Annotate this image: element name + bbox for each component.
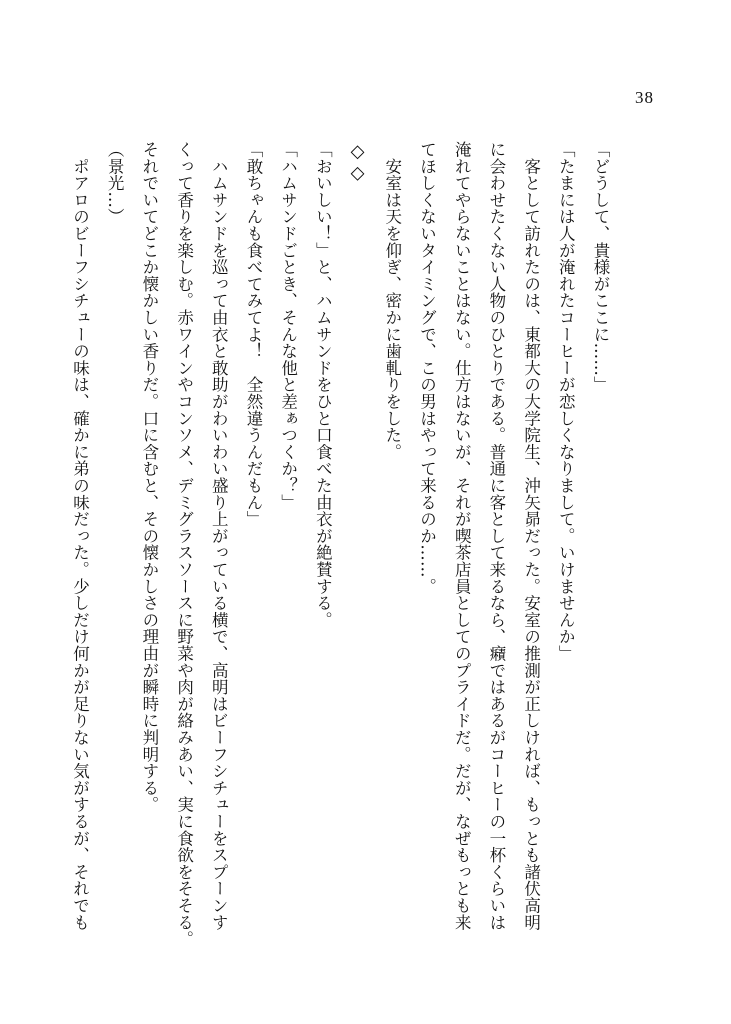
text-line: 「ハムサンドごとき、そんな他と差ぁつくか？」 xyxy=(278,141,298,511)
text-line: 客として訪れたのは、東都大の大学院生、沖矢昴だった。安室の推測が正しければ、もっとも諸伏高明 xyxy=(521,141,541,931)
text-line: ハムサンドを巡って由衣と敢助がわいわい盛り上がっている横で、高明はビーフシチューをスプーンす xyxy=(209,141,229,931)
text-line: くって香りを楽しむ。赤ワインやコンソメ、デミグラスソースに野菜や肉が絡みあい、実に食欲をそそる。 xyxy=(174,141,194,948)
text-line: 「たまには人が淹れたコーヒーが恋しくなりまして。いけませんか」 xyxy=(556,141,576,662)
text-line: 「敢ちゃんも食べてみてよ！ 全然違うんだもん」 xyxy=(243,141,263,528)
text-line: （景光…） xyxy=(105,141,125,225)
text-line: てほしくないタイミングで、この男はやって来るのか……。 xyxy=(417,141,437,595)
vertical-text-body xyxy=(62,141,617,948)
text-line: ポアロのビーフシチューの味は、確かに弟の味だった。少しだけ何かが足りない気がするが、それでも xyxy=(70,141,90,931)
page-number: 38 xyxy=(635,88,654,107)
text-line: 淹れてやらないことはない。仕方はないが、それが喫茶店員としてのプライドだ。だが、なぜもっとも来 xyxy=(452,141,472,931)
text-line: 「どうして、貴様がここに……」 xyxy=(591,141,610,393)
text-line: 「おいしい！」と、ハムサンドをひと口食べた由衣が絶賛する。 xyxy=(313,141,333,629)
text-line: に会わせたくない人物のひとりである。普通に客として来るなら、癪ではあるがコーヒーの一杯くらいは xyxy=(486,141,506,931)
text-line: それでいてどこか懐かしい香りだ。口に含むと、その懐かしさの理由が瞬時に判明する。 xyxy=(139,141,159,813)
text-line: 安室は天を仰ぎ、密かに歯軋りをした。 xyxy=(382,141,402,461)
section-break-mark: ◇◇ xyxy=(347,141,369,184)
